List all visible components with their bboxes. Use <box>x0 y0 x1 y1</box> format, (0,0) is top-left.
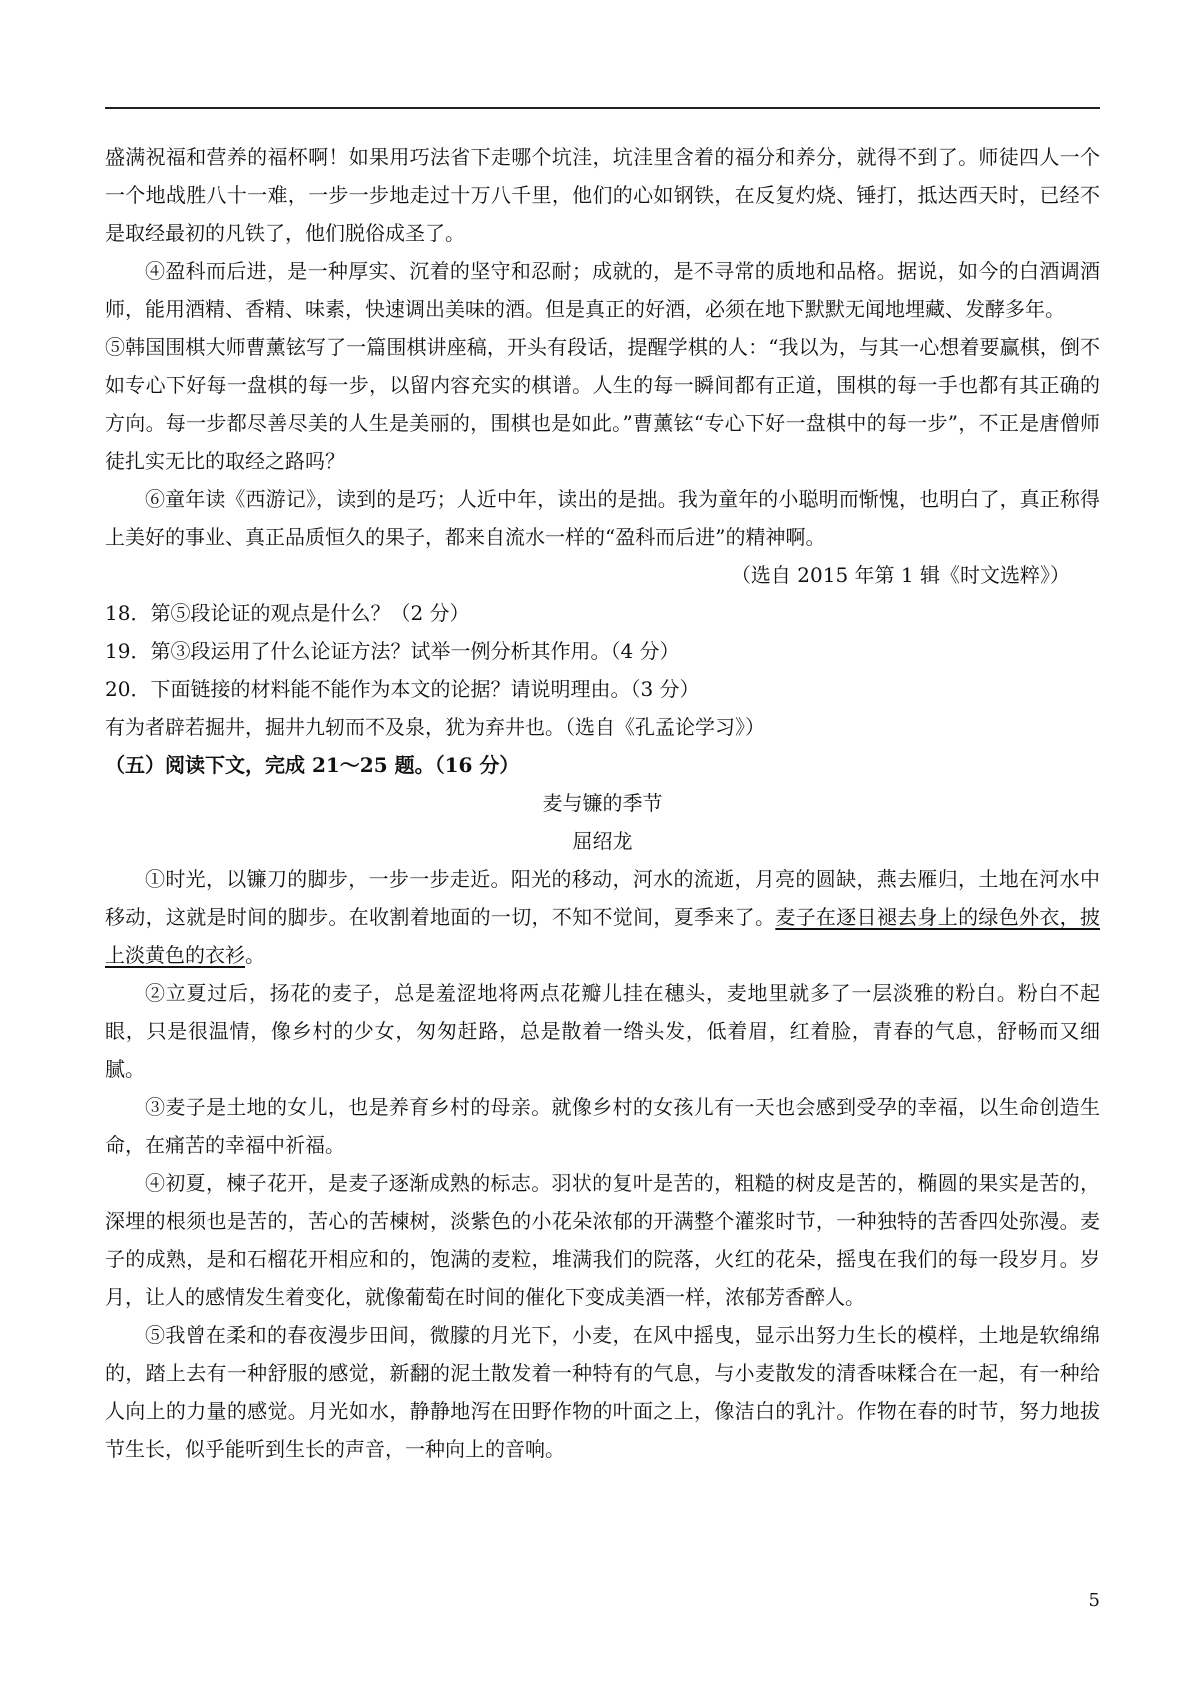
passage4-source: （选自 2015 年第 1 辑《时文选粹》） <box>730 563 1070 587</box>
page-content <box>105 138 1100 1468</box>
article-paragraph-3: ③麦子是土地的女儿，也是养育乡村的母亲。就像乡村的女孩儿有一天也会感到受孕的幸福，以生命创造生命，在痛苦的幸福中祈福。 <box>105 1095 1100 1157</box>
article-paragraph-1-end: 。 <box>245 943 265 967</box>
passage4-paragraph-3-continued: 盛满祝福和营养的福杯啊！如果用巧法省下走哪个坑洼，坑洼里含着的福分和养分，就得不到了。师徒四人一个一个地战胜八十一难，一步一步地走过十万八千里，他们的心如钢铁，在反复灼烧、锤打，抵达西天时，已经不是取经最初的凡铁了，他们脱俗成圣了。 <box>105 145 1100 245</box>
passage4-paragraph-5: ⑤韩国围棋大师曹薰铉写了一篇围棋讲座稿，开头有段话，提醒学棋的人：“我以为，与其一心想着要赢棋，倒不如专心下好每一盘棋的每一步，以留内容充实的棋谱。人生的每一瞬间都有正道，围棋的每一手也都有其正确的方向。每一步都尽善尽美的人生是美丽的，围棋也是如此。”曹薰铉“专心下好一盘棋中的每一步”，不正是唐僧师徒扎实无比的取经之路吗？ <box>105 335 1100 473</box>
article-author: 屈绍龙 <box>572 829 633 853</box>
header-rule <box>105 107 1100 109</box>
article-paragraph-1-text: ①时光，以镰刀的脚步，一步一步走近。阳光的移动，河水的流逝，月亮的圆缺，燕去雁归，土地在河水中移动，这就是时间的脚步。在收割着地面的一切，不知不觉间，夏季来了。 <box>105 867 1100 929</box>
question-20-material: 有为者辟若掘井，掘井九轫而不及泉，犹为弃井也。（选自《孔孟论学习》） <box>105 715 765 739</box>
article-paragraph-2: ②立夏过后，扬花的麦子，总是羞涩地将两点花瓣儿挂在穗头，麦地里就多了一层淡雅的粉白。粉白不起眼，只是很温情，像乡村的少女，匆匆赶路，总是散着一绺头发，低着眉，红着脸，青春的气息，舒畅而又细腻。 <box>105 981 1100 1081</box>
question-18: 18．第⑤段论证的观点是什么？（2 分） <box>105 601 470 625</box>
section5-heading: （五）阅读下文，完成 21～25 题。（16 分） <box>105 753 520 777</box>
article-paragraph-1 <box>105 860 1100 974</box>
question-20: 20．下面链接的材料能不能作为本文的论据？请说明理由。（3 分） <box>105 677 700 701</box>
page-number: 5 <box>1088 1590 1100 1611</box>
passage4-paragraph-4: ④盈科而后进，是一种厚实、沉着的坚守和忍耐；成就的，是不寻常的质地和品格。据说，如今的白酒调酒师，能用酒精、香精、味素，快速调出美味的酒。但是真正的好酒，必须在地下默默无闻地埋藏、发酵多年。 <box>105 259 1100 321</box>
article-paragraph-5: ⑤我曾在柔和的春夜漫步田间，微朦的月光下，小麦，在风中摇曳，显示出努力生长的模样，土地是软绵绵的，踏上去有一种舒服的感觉，新翻的泥土散发着一种特有的气息，与小麦散发的清香味糅合在一起，有一种给人向上的力量的感觉。月光如水，静静地泻在田野作物的叶面之上，像洁白的乳汁。作物在春的时节，努力地拔节生长，似乎能听到生长的声音，一种向上的音响。 <box>105 1323 1100 1461</box>
question-19: 19．第③段运用了什么论证方法？试举一例分析其作用。（4 分） <box>105 639 680 663</box>
article-paragraph-4: ④初夏，楝子花开，是麦子逐渐成熟的标志。羽状的复叶是苦的，粗糙的树皮是苦的，椭圆的果实是苦的，深埋的根须也是苦的，苦心的苦楝树，淡紫色的小花朵浓郁的开满整个灌浆时节，一种独特的苦香四处弥漫。麦子的成熟，是和石榴花开相应和的，饱满的麦粒，堆满我们的院落，火红的花朵，摇曳在我们的每一段岁月。岁月，让人的感情发生着变化，就像葡萄在时间的催化下变成美酒一样，浓郁芳香醉人。 <box>105 1171 1100 1309</box>
passage4-paragraph-6: ⑥童年读《西游记》，读到的是巧；人近中年，读出的是拙。我为童年的小聪明而惭愧，也明白了，真正称得上美好的事业、真正品质恒久的果子，都来自流水一样的“盈科而后进”的精神啊。 <box>105 487 1100 549</box>
underlined-sentence: 麦子在逐日褪去身上的绿色外衣，披上淡黄色的衣衫 <box>105 905 1100 967</box>
article-title: 麦与镰的季节 <box>542 791 663 815</box>
